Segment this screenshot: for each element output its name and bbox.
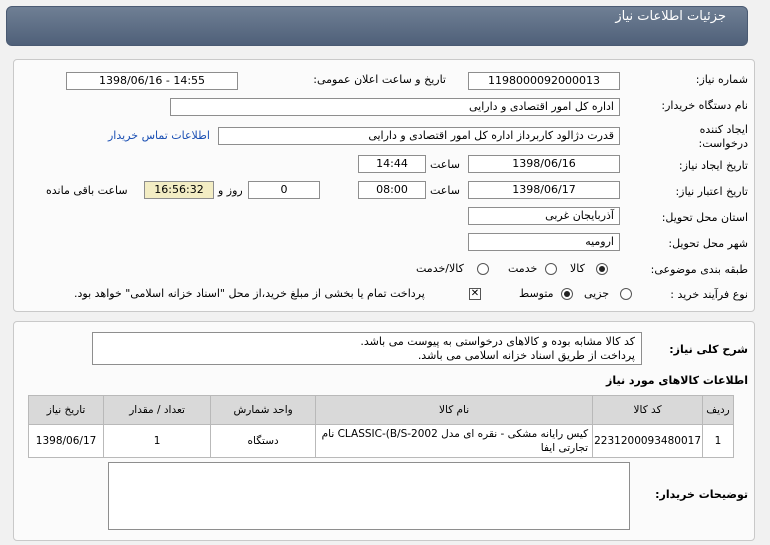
items-section-title: اطلاعات کالاهای مورد نیاز	[606, 374, 748, 387]
col-name: نام کالا	[316, 396, 593, 425]
created-time-label: ساعت	[430, 158, 460, 171]
category-radio-goods[interactable]	[596, 263, 608, 275]
valid-date-label: تاریخ اعتبار نیاز:	[675, 185, 748, 198]
summary-textarea[interactable]	[92, 332, 642, 365]
process-radio-minor[interactable]	[620, 288, 632, 300]
cell-unit: دستگاه	[211, 425, 316, 458]
category-option-both: کالا/خدمت	[416, 262, 464, 275]
cell-code: 2231200093480017	[593, 425, 703, 458]
city-label: شهر محل تحویل:	[668, 237, 748, 250]
category-radio-both[interactable]	[477, 263, 489, 275]
process-option-medium: متوسط	[519, 287, 554, 300]
buyer-notes-box[interactable]	[108, 462, 630, 530]
remaining-label: ساعت باقی مانده	[46, 184, 128, 197]
buyer-org-label: نام دستگاه خریدار:	[661, 99, 748, 112]
treasury-payment-note: پرداخت تمام یا بخشی از مبلغ خرید،از محل "اسناد خزانه اسلامی" خواهد بود.	[74, 287, 425, 300]
requester-field[interactable]: قدرت دژالود کاربرداز اداره کل امور اقتصادی و دارایی	[218, 127, 620, 145]
days-word: روز و	[218, 184, 243, 197]
category-option-service: خدمت	[508, 262, 538, 275]
announce-field[interactable]: 1398/06/16 - 14:55	[66, 72, 238, 90]
created-date-label: تاریخ ایجاد نیاز:	[678, 159, 748, 172]
col-row: ردیف	[703, 396, 734, 425]
category-radio-service[interactable]	[545, 263, 557, 275]
col-qty: تعداد / مقدار	[104, 396, 211, 425]
page-title: جزئیات اطلاعات نیاز	[615, 9, 726, 24]
cell-qty: 1	[104, 425, 211, 458]
process-label: نوع فرآیند خرید :	[670, 288, 748, 301]
province-label: استان محل تحویل:	[661, 211, 748, 224]
requester-label-2: درخواست:	[698, 137, 748, 150]
buyer-notes-label: توضیحات خریدار:	[655, 488, 748, 501]
province-field[interactable]: آذربایجان غربی	[468, 207, 620, 225]
process-option-minor: جزیی	[584, 287, 610, 300]
summary-line-2: پرداخت از طریق اسناد خزانه اسلامی می باشد.	[417, 349, 635, 362]
contact-buyer-link[interactable]: اطلاعات تماس خریدار	[108, 129, 210, 142]
cell-name: کیس رایانه مشکی - نقره ای مدل CLASSIC-(B/S-2002 نام تجارتی ایفا	[316, 425, 593, 458]
valid-time-label: ساعت	[430, 184, 460, 197]
remaining-days-field: 0	[248, 181, 320, 199]
category-label: طبقه بندی موضوعی:	[650, 263, 748, 276]
valid-time-field[interactable]: 08:00	[358, 181, 426, 199]
col-code: کد کالا	[593, 396, 703, 425]
category-option-goods: کالا	[570, 262, 585, 275]
need-number-label: شماره نیاز:	[695, 73, 748, 86]
need-number-field[interactable]: 1198000092000013	[468, 72, 620, 90]
buyer-org-field[interactable]: اداره کل امور اقتصادی و دارایی	[170, 98, 620, 116]
items-header-row	[29, 396, 734, 425]
city-field[interactable]: ارومیه	[468, 233, 620, 251]
announce-label: تاریخ و ساعت اعلان عمومی:	[313, 73, 446, 86]
remaining-time-field: 16:56:32	[144, 181, 214, 199]
col-unit: واحد شمارش	[211, 396, 316, 425]
created-date-field[interactable]: 1398/06/16	[468, 155, 620, 173]
treasury-payment-checkbox[interactable]: ✕	[470, 288, 480, 299]
requester-label-1: ایجاد کننده	[699, 123, 748, 136]
summary-label: شرح کلی نیاز:	[669, 343, 748, 356]
summary-line-1: کد کالا مشابه بوده و کالاهای درخواستی به پیوست می باشد.	[360, 335, 635, 348]
created-time-field[interactable]: 14:44	[358, 155, 426, 173]
col-date: تاریخ نیاز	[29, 396, 104, 425]
cell-row: 1	[703, 425, 734, 458]
table-row[interactable]	[29, 425, 734, 458]
valid-date-field[interactable]: 1398/06/17	[468, 181, 620, 199]
items-table	[28, 395, 734, 458]
process-radio-medium[interactable]	[561, 288, 573, 300]
cell-date: 1398/06/17	[29, 425, 104, 458]
